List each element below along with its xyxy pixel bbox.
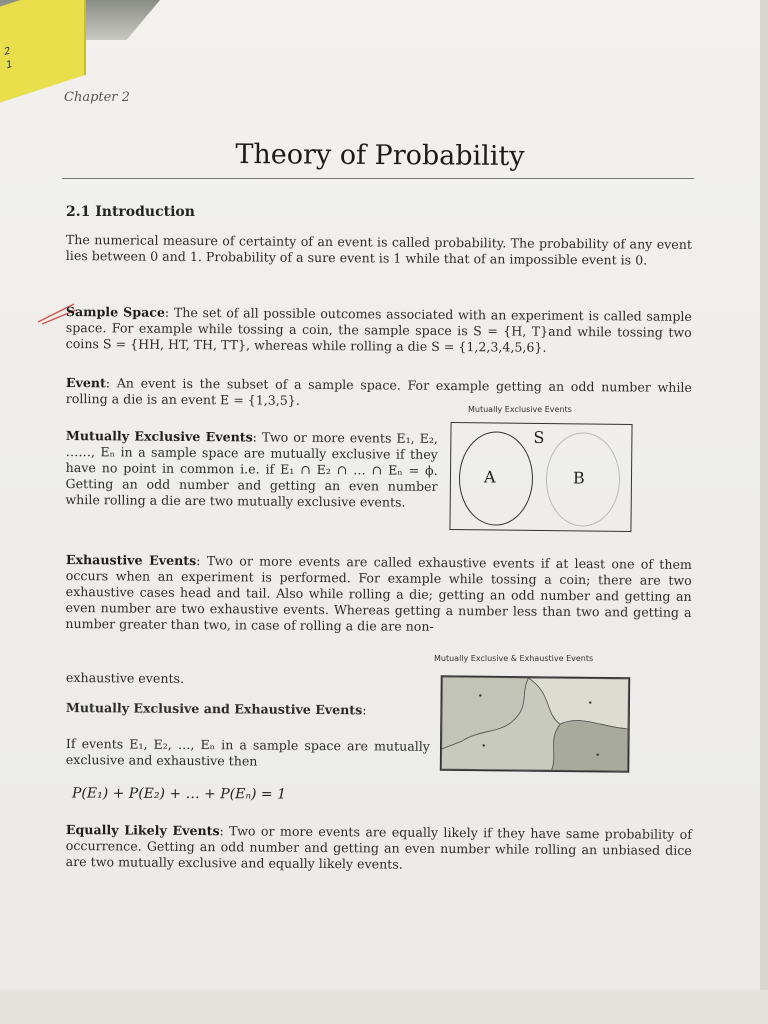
intro-paragraph: The numerical measure of certainty of an event is called probability. The probability of any event lies between 0 and 1. Probability of a sure event is 1 while that of an impossible event is 0. — [65, 232, 692, 268]
me-exhaustive-colon: : — [362, 702, 367, 718]
set-b-label: B — [572, 468, 585, 488]
partition-diagram — [440, 675, 631, 773]
title-divider — [62, 178, 694, 179]
sticky-note-corner: 2 1 — [0, 0, 86, 105]
exhaustive-text: : Two or more events are called exhaustive events if at least one of them occurs when an experiment is performed. For example while tossing a coin; there are two exhaustive cases head and tail. Also while rolling a die; getting an odd number and getting an even number are two exhaustive events. Whereas getting a number less than two and getting a number greater than two, in case of rolling a die are non- — [65, 553, 692, 634]
sample-space-text: : The set of all possible outcomes associated with an experiment is called sample space. For example while tossing a coin, the sample space is S = {H, T}and while tossing two coins S = {HH, HT, TH, TT}, whereas while rolling a die S = {1,2,3,4,5,6}. — [65, 304, 692, 355]
event-text: : An event is the subset of a sample space. For example getting an odd number while rolling a die is an event E = {1,3,5}. — [65, 375, 692, 408]
me-exhaustive-heading-text: Mutually Exclusive and Exhaustive Events — [65, 700, 363, 718]
probability-sum-formula: P(E₁) + P(E₂) + … + P(Eₙ) = 1 — [71, 785, 287, 803]
sample-space-term: Sample Space — [65, 304, 166, 320]
venn-diagram — [449, 422, 632, 532]
equally-likely-text: : Two or more events are equally likely if they have same probability of occurrence. Getting an odd number and getting an even number while rolling an unbiased dice are two mutually exclusive and equally likely events. — [65, 823, 692, 872]
figure1-caption: Mutually Exclusive Events — [468, 405, 572, 414]
set-s-label: S — [533, 427, 545, 448]
event-term: Event — [65, 375, 106, 391]
exhaustive-paragraph — [65, 552, 692, 637]
background-strip — [0, 990, 768, 1024]
sample-space-paragraph — [66, 304, 692, 357]
chapter-label: Chapter 2 — [64, 90, 130, 105]
exhaustive-term: Exhaustive Events — [65, 552, 197, 569]
page-title: Theory of Probability — [235, 138, 525, 173]
mutually-exclusive-paragraph — [65, 428, 438, 511]
mutually-exclusive-text: : Two or more events E₁, E₂, ……, Eₙ in a sample space are mutually exclusive if they have no point in common i.e. if E₁ ∩ E₂ ∩ … ∩ Eₙ = ϕ. Getting an odd number and getting an even number while rolling a die are two mutually exclusive events. — [65, 429, 438, 510]
me-exhaustive-heading — [66, 700, 396, 719]
exhaustive-continuation: exhaustive events. — [65, 670, 185, 686]
equally-likely-paragraph — [66, 822, 692, 875]
event-paragraph — [66, 375, 692, 412]
mutually-exclusive-term: Mutually Exclusive Events — [65, 428, 253, 445]
me-exhaustive-text: If events E₁, E₂, …, Eₙ in a sample space are mutually exclusive and exhaustive then — [65, 736, 430, 769]
figure2-caption: Mutually Exclusive & Exhaustive Events — [434, 654, 594, 663]
section-heading: 2.1 Introduction — [66, 204, 195, 220]
equally-likely-term: Equally Likely Events — [65, 822, 220, 839]
set-a-label: A — [483, 467, 496, 487]
